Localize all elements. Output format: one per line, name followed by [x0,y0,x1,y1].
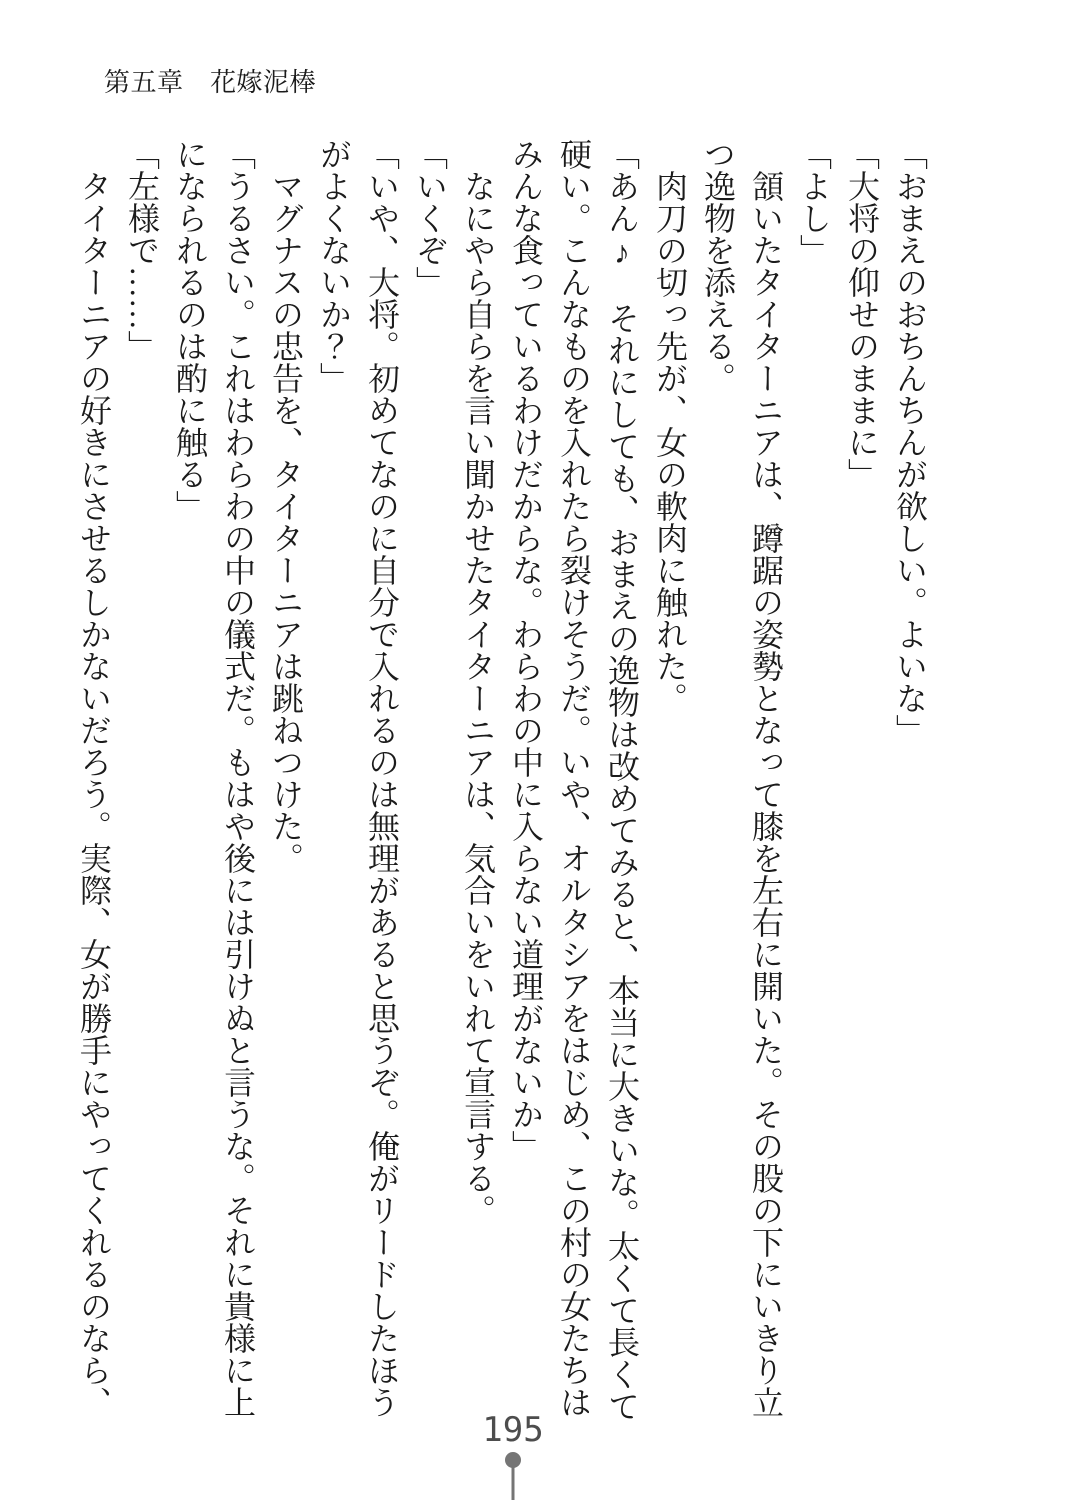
paragraph: 「大将の仰せのままに」 [844,138,880,490]
paragraph: 「うるさい。これはわらわの中の儀式だ。もはや後には引けぬと言うな。それに貴様に上になられるのは酌に触る」 [172,138,256,1418]
page-number: 195 [482,1410,544,1450]
paragraph: 「よし」 [796,138,832,266]
paragraph: 「いくぞ」 [412,138,448,298]
paragraph: マグナスの忠告を、タイターニアは跳ねつけた。 [268,170,304,874]
paragraph: 頷いたタイターニアは、蹲踞の姿勢となって膝を左右に開いた。その股の下にいきり立つ逸物を添える。 [700,138,784,1418]
main-text-vertical [70,138,934,1434]
paragraph: 「いや、大将。初めてなのに自分で入れるのは無理があると思うぞ。俺がリードしたほうがよくないか？」 [316,138,400,1418]
paragraph: 「おまえのおちんちんが欲しい。よいな」 [892,138,928,746]
chapter-header: 第五章 花嫁泥棒 [104,68,317,97]
paragraph: なにやら自らを言い聞かせたタイターニアは、気合いをいれて宣言する。 [460,170,496,1226]
paragraph: 肉刀の切っ先が、女の軟肉に触れた。 [652,170,688,714]
paragraph: 「あん♪ それにしても、おまえの逸物は改めてみると、本当に大きいな。太くて長くて硬い。こんなものを入れたら裂けそうだ。いや、オルタシアをはじめ、この村の女たちはみんな食っているわけだからな。わらわの中に入らない道理がないか」 [508,138,640,1422]
paragraph: 「左様で……」 [124,138,160,362]
footer-line [512,1465,515,1500]
paragraph: タイターニアの好きにさせるしかないだろう。実際、女が勝手にやってくれるのなら、 [76,170,112,1418]
